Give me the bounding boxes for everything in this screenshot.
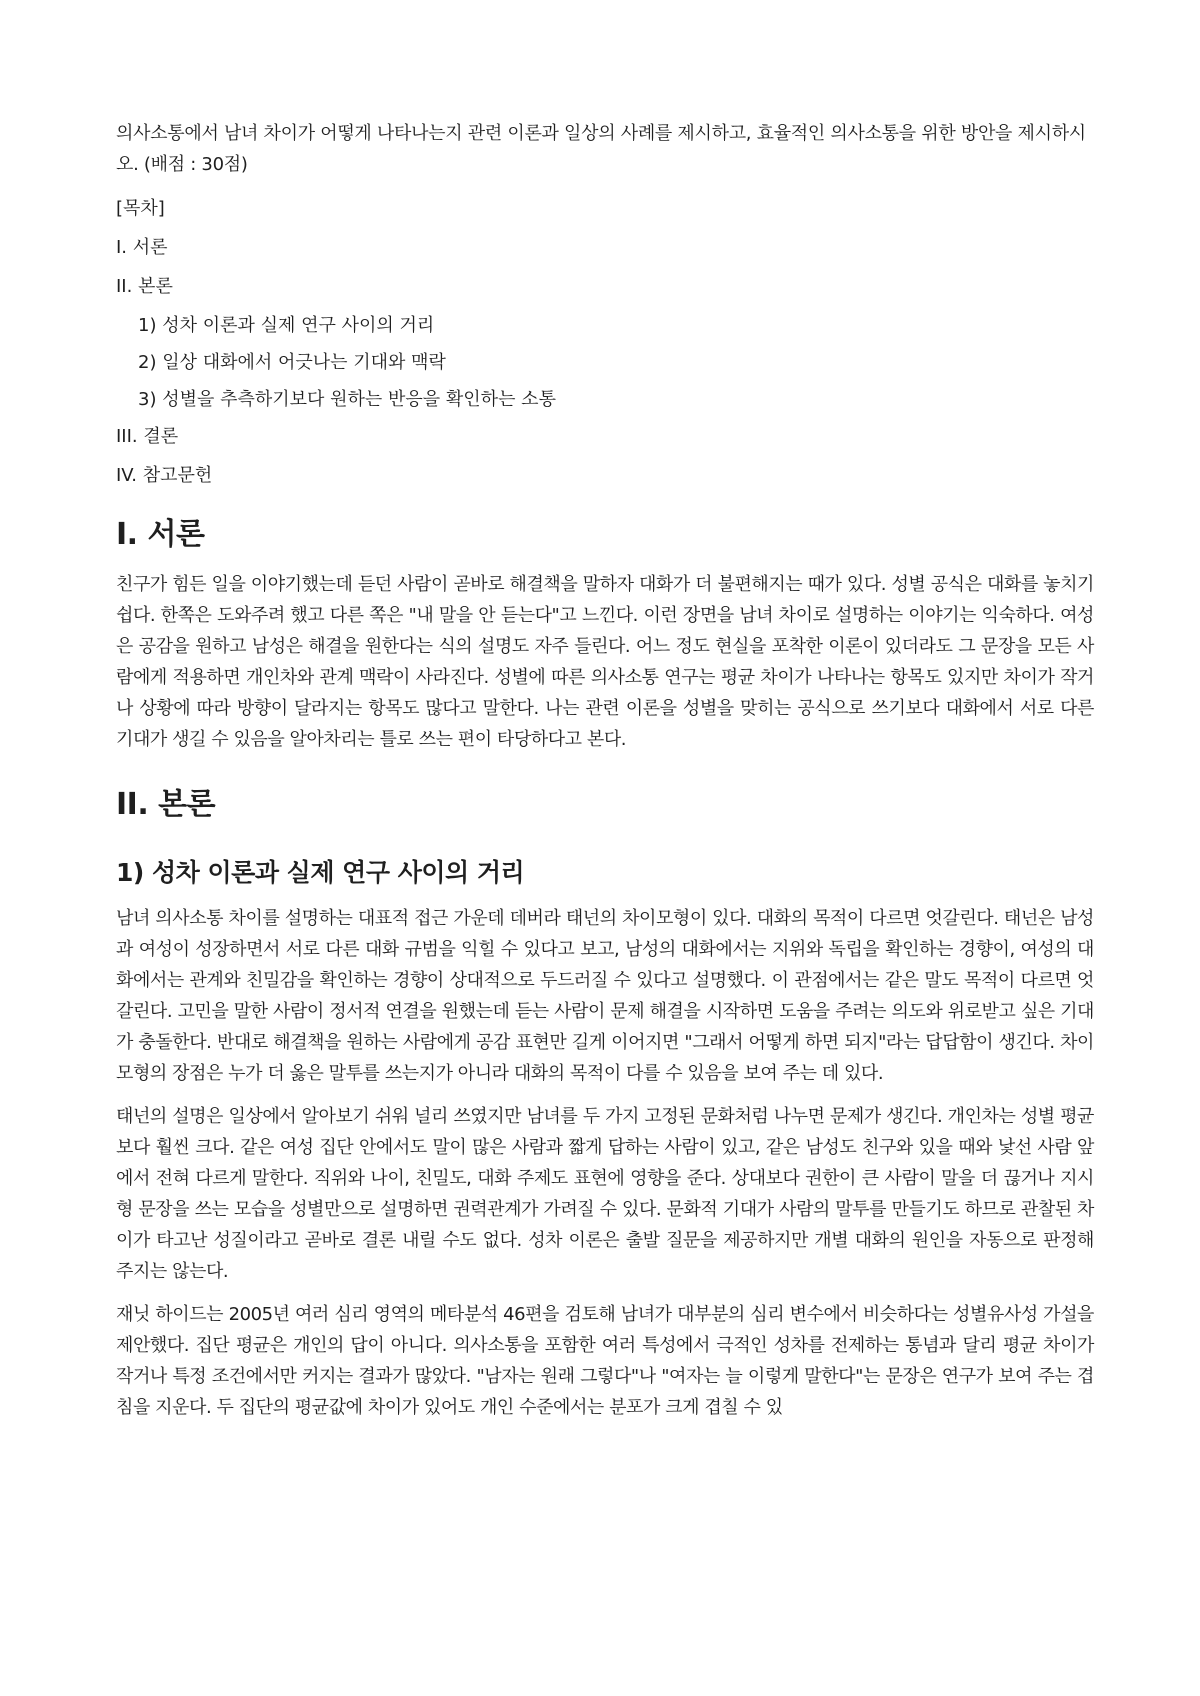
toc-item-body: II. 본론 xyxy=(116,276,173,297)
table-of-contents xyxy=(116,195,1094,489)
subsection-heading-1: 1) 성차 이론과 실제 연구 사이의 거리 xyxy=(116,858,525,887)
toc-item-body-3: 3) 성별을 추측하기보다 원하는 반응을 확인하는 소통 xyxy=(138,389,556,410)
section-heading-body: II. 본론 xyxy=(116,787,216,822)
body-paragraph: 남녀 의사소통 차이를 설명하는 대표적 접근 가운데 데버라 태넌의 차이모형이 있다. 대화의 목적이 다르면 엇갈린다. 태넌은 남성과 여성이 성장하면서 서로 다른 대화 규범을 익힐 수 있다고 보고, 남성의 대화에서는 지위와 독립을 확인하는 경향이, 여성의 대화에서는 관계와 친밀감을 확인하는 경향이 상대적으로 두드러질 수 있다고 설명했다. 이 관점에서는 같은 말도 목적이 다르면 엇갈린다. 고민을 말한 사람이 정서적 연결을 원했는데 듣는 사람이 문제 해결을 시작하면 도움을 주려는 의도와 위로받고 싶은 기대가 충돌한다. 반대로 해결책을 원하는 사람에게 공감 표현만 길게 이어지면 "그래서 어떻게 하면 되지"라는 답답함이 생긴다. 차이모형의 장점은 누가 더 옳은 말투를 쓰는지가 아니라 대화의 목적이 다를 수 있음을 보여 주는 데 있다. xyxy=(116,908,1094,1084)
assignment-question: 의사소통에서 남녀 차이가 어떻게 나타나는지 관련 이론과 일상의 사례를 제시하고, 효율적인 의사소통을 위한 방안을 제시하시오. (배점 : 30점) xyxy=(116,123,1086,175)
intro-paragraph: 친구가 힘든 일을 이야기했는데 듣던 사람이 곧바로 해결책을 말하자 대화가 더 불편해지는 때가 있다. 성별 공식은 대화를 놓치기 쉽다. 한쪽은 도와주려 했고 다른 쪽은 "내 말을 안 듣는다"고 느낀다. 이런 장면을 남녀 차이로 설명하는 이야기는 익숙하다. 여성은 공감을 원하고 남성은 해결을 원한다는 식의 설명도 자주 들린다. 어느 정도 현실을 포착한 이론이 있더라도 그 문장을 모든 사람에게 적용하면 개인차와 관계 맥락이 사라진다. 성별에 따른 의사소통 연구는 평균 차이가 나타나는 항목도 있지만 차이가 작거나 상황에 따라 방향이 달라지는 항목도 많다고 말한다. 나는 관련 이론을 성별을 맞히는 공식으로 쓰기보다 대화에서 서로 다른 기대가 생길 수 있음을 알아차리는 틀로 쓰는 편이 타당하다고 본다. xyxy=(116,574,1094,750)
section-heading-intro: I. 서론 xyxy=(116,517,205,552)
toc-title: [목차] xyxy=(116,198,165,219)
toc-item-body-2: 2) 일상 대화에서 어긋나는 기대와 맥락 xyxy=(138,352,446,373)
toc-item-references: IV. 참고문헌 xyxy=(116,465,213,486)
toc-item-intro: I. 서론 xyxy=(116,237,168,258)
body-paragraph: 태넌의 설명은 일상에서 알아보기 쉬워 널리 쓰였지만 남녀를 두 가지 고정된 문화처럼 나누면 문제가 생긴다. 개인차는 성별 평균보다 훨씬 크다. 같은 여성 집단 안에서도 말이 많은 사람과 짧게 답하는 사람이 있고, 같은 남성도 친구와 있을 때와 낯선 사람 앞에서 전혀 다르게 말한다. 직위와 나이, 친밀도, 대화 주제도 표현에 영향을 준다. 상대보다 권한이 큰 사람이 말을 더 끊거나 지시형 문장을 쓰는 모습을 성별만으로 설명하면 권력관계가 가려질 수 있다. 문화적 기대가 사람의 말투를 만들기도 하므로 관찰된 차이가 타고난 성질이라고 곧바로 결론 내릴 수도 없다. 성차 이론은 출발 질문을 제공하지만 개별 대화의 원인을 자동으로 판정해 주지는 않는다. xyxy=(116,1106,1094,1282)
toc-item-conclusion: III. 결론 xyxy=(116,426,179,447)
body-paragraph: 재닛 하이드는 2005년 여러 심리 영역의 메타분석 46편을 검토해 남녀가 대부분의 심리 변수에서 비슷하다는 성별유사성 가설을 제안했다. 집단 평균은 개인의 답이 아니다. 의사소통을 포함한 여러 특성에서 극적인 성차를 전제하는 통념과 달리 평균 차이가 작거나 특정 조건에서만 커지는 결과가 많았다. "남자는 원래 그렇다"나 "여자는 늘 이렇게 말한다"는 문장은 연구가 보여 주는 겹침을 지운다. 두 집단의 평균값에 차이가 있어도 개인 수준에서는 분포가 크게 겹칠 수 있 xyxy=(116,1304,1094,1418)
toc-item-body-1: 1) 성차 이론과 실제 연구 사이의 거리 xyxy=(138,315,435,336)
